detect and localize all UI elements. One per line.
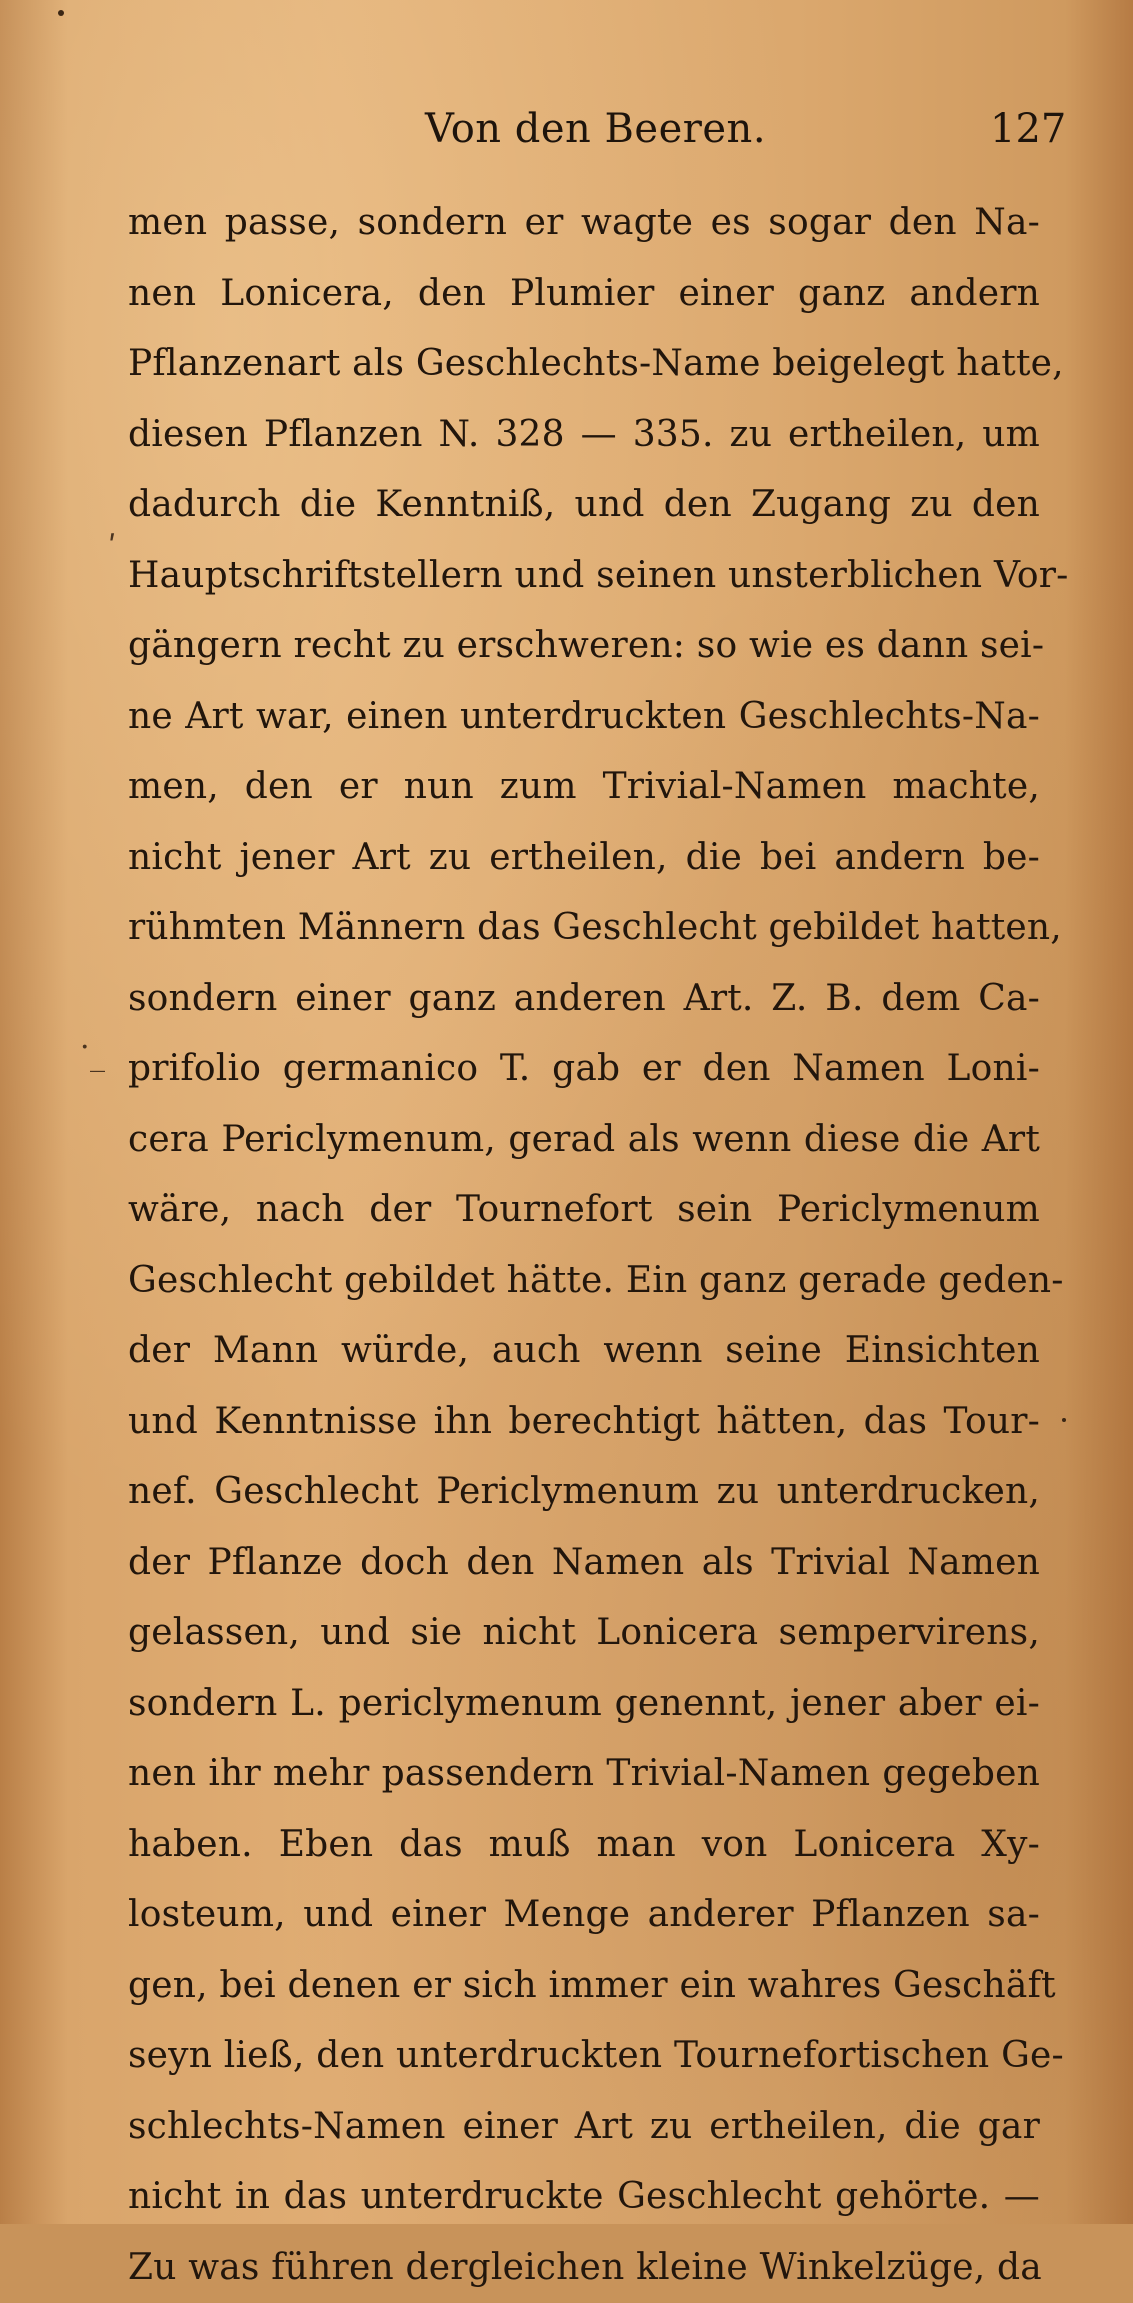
body-text: [128, 188, 1040, 2303]
text-line: seyn ließ, den unterdruckten Tournefortischen Ge-: [128, 2021, 1040, 2092]
text-line: und Kenntnisse ihn berechtigt hätten, das Tour-: [128, 1387, 1040, 1458]
text-line: nicht jener Art zu ertheilen, die bei andern be-: [128, 823, 1040, 894]
text-line: diesen Pflanzen N. 328 — 335. zu ertheilen, um: [128, 400, 1040, 471]
text-line: losteum, und einer Menge anderer Pflanzen sa-: [128, 1880, 1040, 1951]
text-line: prifolio germanico T. gab er den Namen Loni-: [128, 1034, 1040, 1105]
page-header: [0, 98, 1133, 158]
text-line: men passe, sondern er wagte es sogar den Na-: [128, 188, 1040, 259]
text-line: nef. Geschlecht Periclymenum zu unterdrucken,: [128, 1457, 1040, 1528]
text-line: der Pflanze doch den Namen als Trivial Namen: [128, 1528, 1040, 1599]
margin-mark: ·: [80, 1030, 90, 1065]
text-line: men, den er nun zum Trivial-Namen machte,: [128, 752, 1040, 823]
text-line: ne Art war, einen unterdruckten Geschlechts-Na-: [128, 682, 1040, 753]
text-line: Zu was führen dergleichen kleine Winkelzüge, da: [128, 2233, 1040, 2303]
margin-mark: _: [90, 1038, 105, 1073]
text-line: schlechts-Namen einer Art zu ertheilen, die gar: [128, 2092, 1040, 2163]
paper-spot: [1062, 1418, 1066, 1422]
paper-spot: [58, 10, 64, 16]
text-line: gen, bei denen er sich immer ein wahres Geschäft: [128, 1951, 1040, 2022]
text-line: gängern recht zu erschweren: so wie es dann sei-: [128, 611, 1040, 682]
text-line: Geschlecht gebildet hätte. Ein ganz gerade geden-: [128, 1246, 1040, 1317]
margin-mark: ʹ: [108, 530, 116, 565]
text-line: nen Lonicera, den Plumier einer ganz andern: [128, 259, 1040, 330]
text-line: wäre, nach der Tournefort sein Periclymenum: [128, 1175, 1040, 1246]
text-line: Hauptschriftstellern und seinen unsterblichen Vor-: [128, 541, 1040, 612]
text-line: nen ihr mehr passendern Trivial-Namen gegeben: [128, 1739, 1040, 1810]
text-line: der Mann würde, auch wenn seine Einsichten: [128, 1316, 1040, 1387]
text-line: nicht in das unterdruckte Geschlecht gehörte. —: [128, 2162, 1040, 2233]
page-number: 127: [990, 106, 1066, 152]
text-line: haben. Eben das muß man von Lonicera Xy-: [128, 1810, 1040, 1881]
running-title: Von den Beeren.: [425, 106, 766, 152]
text-line: dadurch die Kenntniß, und den Zugang zu den: [128, 470, 1040, 541]
text-line: gelassen, und sie nicht Lonicera sempervirens,: [128, 1598, 1040, 1669]
text-line: cera Periclymenum, gerad als wenn diese die Art: [128, 1105, 1040, 1176]
text-line: Pflanzenart als Geschlechts-Name beigelegt hatte,: [128, 329, 1040, 400]
text-line: sondern L. periclymenum genennt, jener aber ei-: [128, 1669, 1040, 1740]
text-line: rühmten Männern das Geschlecht gebildet hatten,: [128, 893, 1040, 964]
text-line: sondern einer ganz anderen Art. Z. B. dem Ca-: [128, 964, 1040, 1035]
